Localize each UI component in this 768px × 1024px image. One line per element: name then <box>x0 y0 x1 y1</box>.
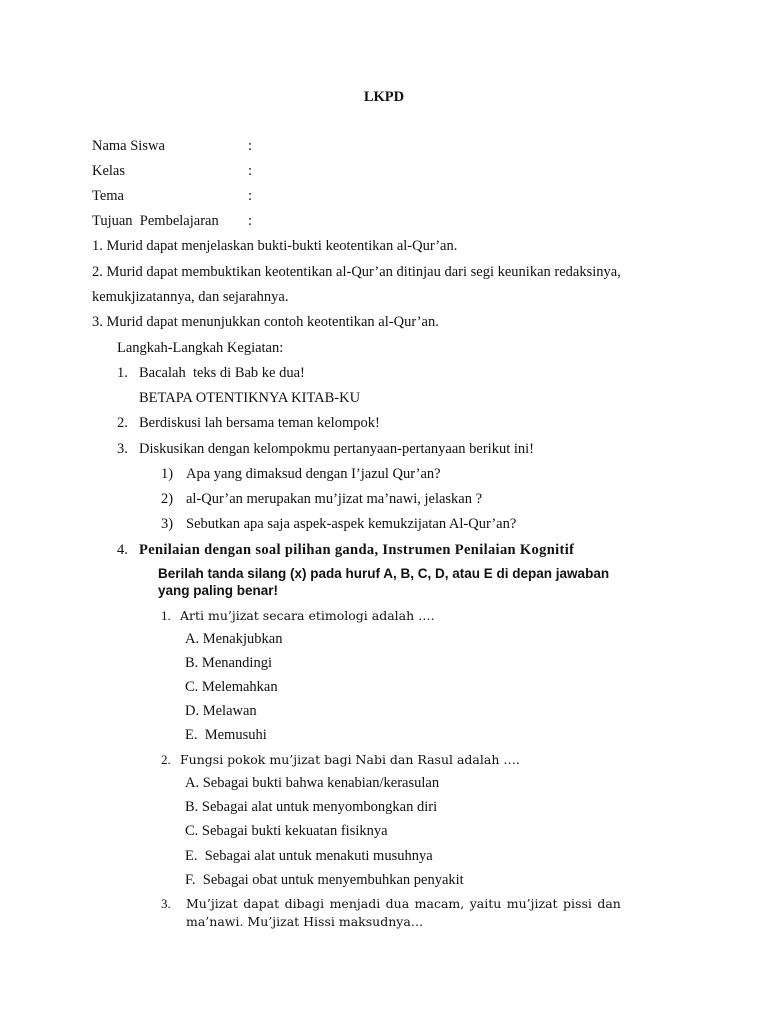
mcq-option: D. Melawan <box>185 703 257 719</box>
field-colon: : <box>248 188 253 204</box>
mcq-number: 1. <box>161 608 171 623</box>
field-colon: : <box>248 138 253 154</box>
assessment-heading: Penilaian dengan soal pilihan ganda, Instrumen Penilaian Kognitif <box>139 542 575 558</box>
step-number: 1. <box>117 365 128 381</box>
mcq-option: B. Menandingi <box>185 655 272 671</box>
mcq-option: A. Sebagai bukti bahwa kenabian/kerasulan <box>185 775 440 791</box>
step-number: 2. <box>117 415 128 431</box>
objective-2: 2. Murid dapat membuktikan keotentikan al-Qur’an ditinjau dari segi keunikan redaksinya, <box>92 264 621 280</box>
steps-heading: Langkah-Langkah Kegiatan: <box>117 340 284 356</box>
question-number: 2) <box>161 491 174 507</box>
step-text: Bacalah teks di Bab ke dua! <box>139 365 305 381</box>
field-label-tujuan: Tujuan Pembelajaran <box>92 213 219 229</box>
mcq-option: E. Sebagai alat untuk menakuti musuhnya <box>185 848 433 864</box>
step-text: Diskusikan dengan kelompokmu pertanyaan-pertanyaan berikut ini! <box>139 441 535 457</box>
discussion-question: al-Qur’an merupakan mu’jizat ma’nawi, jelaskan ? <box>186 491 483 507</box>
instruction-line: yang paling benar! <box>158 583 279 598</box>
mcq-question-cont: ma’nawi. Mu’jizat Hissi maksudnya… <box>186 914 424 929</box>
question-number: 3) <box>161 516 174 532</box>
discussion-question: Apa yang dimaksud dengan I’jazul Qur’an? <box>186 466 441 482</box>
page-title: LKPD <box>363 89 405 105</box>
field-label-kelas: Kelas <box>92 163 126 179</box>
objective-1: 1. Murid dapat menjelaskan bukti-bukti keotentikan al-Qur’an. <box>92 238 458 254</box>
field-label-tema: Tema <box>92 188 124 204</box>
field-label-nama-siswa: Nama Siswa <box>92 138 165 154</box>
step-text: Berdiskusi lah bersama teman kelompok! <box>139 415 380 431</box>
field-colon: : <box>248 163 253 179</box>
mcq-option: B. Sebagai alat untuk menyombongkan diri <box>185 799 438 815</box>
mcq-number: 2. <box>161 752 171 767</box>
mcq-option: E. Memusuhi <box>185 727 267 743</box>
discussion-question: Sebutkan apa saja aspek-aspek kemukzijatan Al-Qur’an? <box>186 516 517 532</box>
field-colon: : <box>248 213 253 229</box>
question-number: 1) <box>161 466 174 482</box>
mcq-option: A. Menakjubkan <box>185 631 283 647</box>
objective-2-cont: kemukjizatannya, dan sejarahnya. <box>92 289 289 305</box>
step-number: 3. <box>117 441 128 457</box>
mcq-question: Fungsi pokok mu’jizat bagi Nabi dan Rasul adalah …. <box>180 752 520 767</box>
mcq-question: Arti mu’jizat secara etimologi adalah …. <box>180 608 435 623</box>
text-title: BETAPA OTENTIKNYA KITAB-KU <box>139 390 361 406</box>
mcq-option: F. Sebagai obat untuk menyembuhkan penyakit <box>185 872 464 888</box>
objective-3: 3. Murid dapat menunjukkan contoh keotentikan al-Qur’an. <box>92 314 439 330</box>
step-number: 4. <box>117 542 128 558</box>
mcq-option: C. Melemahkan <box>185 679 278 695</box>
mcq-option: C. Sebagai bukti kekuatan fisiknya <box>185 823 388 839</box>
mcq-question: Mu’jizat dapat dibagi menjadi dua macam, yaitu mu’jizat pissi dan <box>186 896 621 911</box>
mcq-number: 3. <box>161 896 171 911</box>
instruction-line: Berilah tanda silang (x) pada huruf A, B, C, D, atau E di depan jawaban <box>158 566 610 581</box>
